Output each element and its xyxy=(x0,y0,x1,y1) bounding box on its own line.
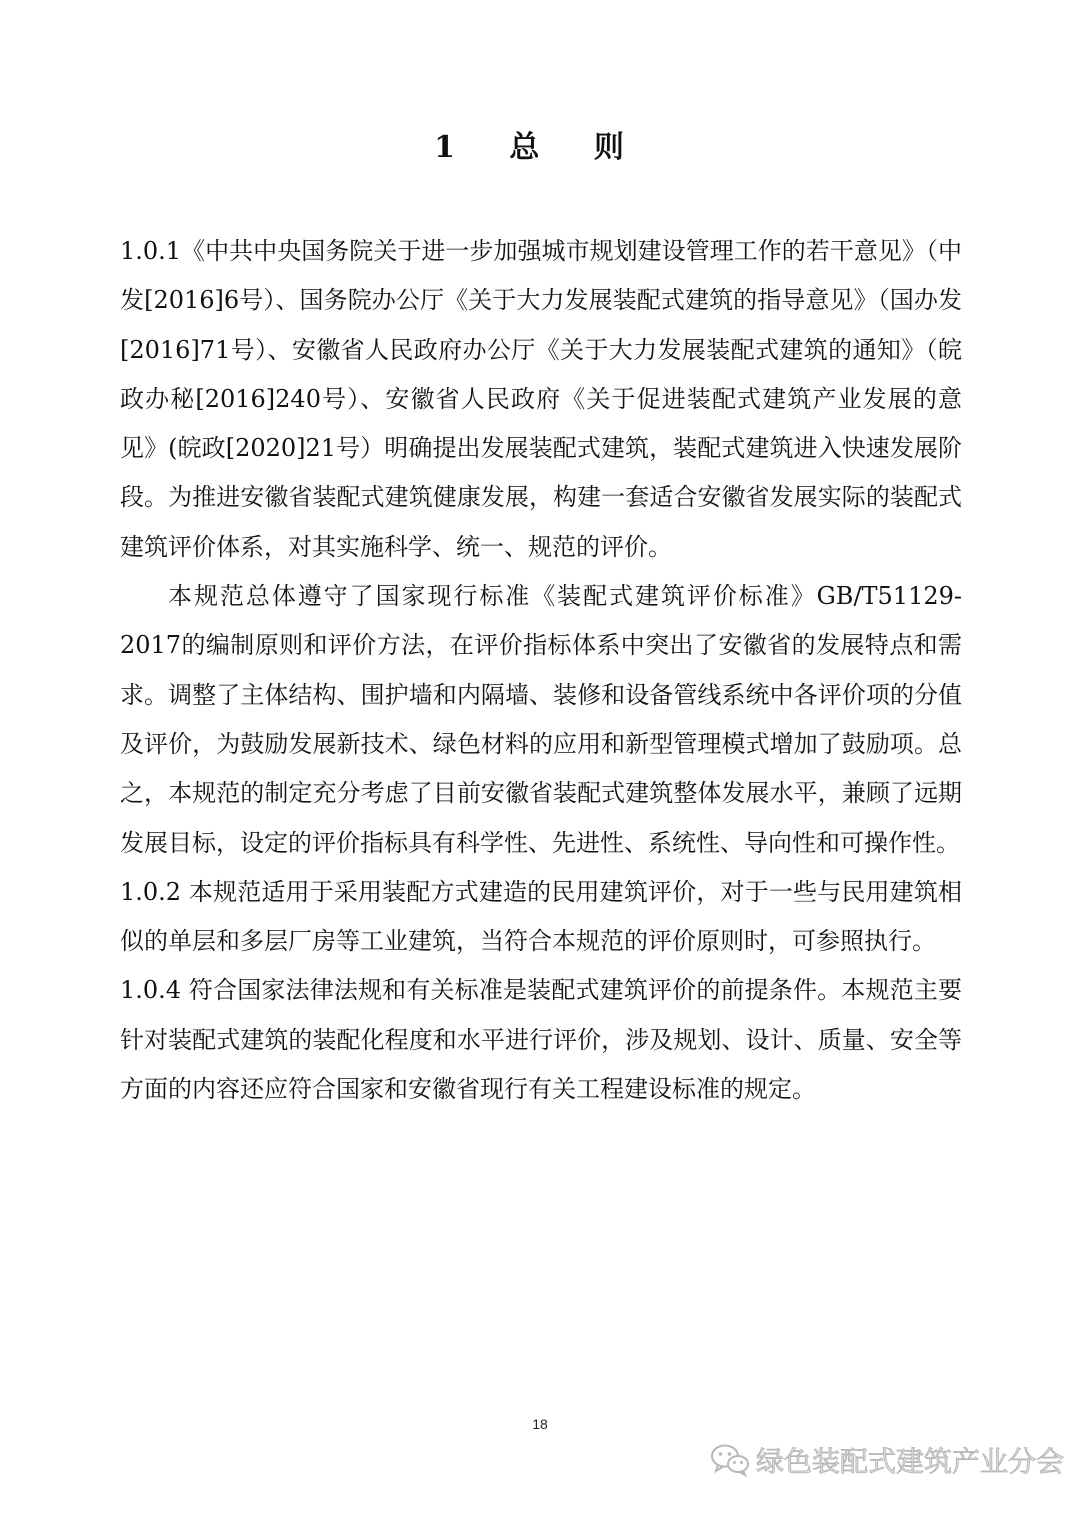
paragraph-1-0-1: 1.0.1《中共中央国务院关于进一步加强城市规划建设管理工作的若干意见》（中发[2016]6号）、国务院办公厅《关于大力发展装配式建筑的指导意见》（国办发[2016]71号）、安徽省人民政府办公厅《关于大力发展装配式建筑的通知》（皖政办秘[2016]240号）、安徽省人民政府《关于促进装配式建筑产业发展的意见》(皖政[2020]21号）明确提出发展装配式建筑，装配式建筑进入快速发展阶段。为推进安徽省装配式建筑健康发展，构建一套适合安徽省发展实际的装配式建筑评价体系，对其实施科学、统一、规范的评价。 xyxy=(120,237,962,561)
body-text xyxy=(120,227,962,1114)
paragraph-1-0-2: 1.0.2 本规范适用于采用装配方式建造的民用建筑评价，对于一些与民用建筑相似的单层和多层厂房等工业建筑，当符合本规范的评价原则时，可参照执行。 xyxy=(120,877,962,956)
chapter-title: 1 总 则 xyxy=(434,130,646,165)
paragraph-overview: 本规范总体遵守了国家现行标准《装配式建筑评价标准》GB/T51129-2017的编制原则和评价方法，在评价指标体系中突出了安徽省的发展特点和需求。调整了主体结构、围护墙和内隔墙、装修和设备管线系统中各评价项的分值及评价，为鼓励发展新技术、绿色材料的应用和新型管理模式增加了鼓励项。总之，本规范的制定充分考虑了目前安徽省装配式建筑整体发展水平，兼顾了远期发展目标，设定的评价指标具有科学性、先进性、系统性、导向性和可操作性。 xyxy=(120,582,962,857)
page-number: 18 xyxy=(532,1416,548,1432)
wechat-icon xyxy=(710,1443,750,1477)
watermark xyxy=(710,1440,1064,1480)
paragraph-1-0-4: 1.0.4 符合国家法律法规和有关标准是装配式建筑评价的前提条件。本规范主要针对装配式建筑的装配化程度和水平进行评价，涉及规划、设计、质量、安全等方面的内容还应符合国家和安徽省现行有关工程建设标准的规定。 xyxy=(120,976,962,1104)
watermark-text: 绿色装配式建筑产业分会 xyxy=(756,1445,1065,1478)
